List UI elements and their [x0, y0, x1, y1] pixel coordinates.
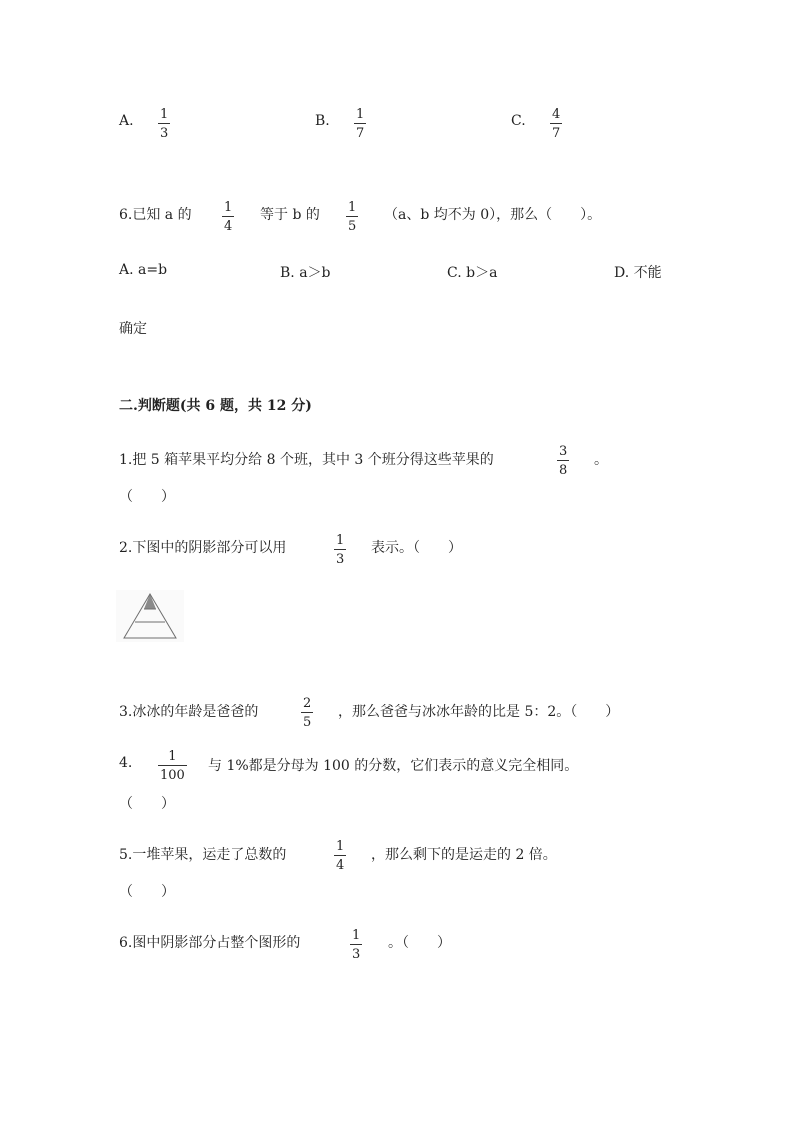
tf-item-4-suffix: 与 1%都是分母为 100 的分数，它们表示的意义完全相同。	[208, 758, 579, 774]
tf-item-3-fraction	[301, 695, 313, 729]
q6-option-a[interactable]: A. a=b	[119, 262, 168, 278]
denominator: 4	[222, 216, 234, 233]
numerator: 1	[160, 107, 169, 122]
tf-item-4-prefix: 4.	[119, 755, 133, 771]
denominator: 5	[346, 216, 358, 233]
tf-item-6-prefix: 6.图中阴影部分占整个图形的	[119, 935, 301, 951]
denominator: 7	[354, 123, 366, 140]
q5-option-a[interactable]	[119, 113, 134, 129]
q5-option-c-fraction	[550, 106, 562, 140]
denominator: 3	[158, 123, 170, 140]
numerator: 1	[352, 928, 361, 943]
q6-option-d[interactable]: D. 不能	[614, 265, 662, 281]
tf-item-5-suffix: ，那么剩下的是运走的 2 倍。	[371, 847, 557, 863]
q6-middle: 等于 b 的	[260, 207, 320, 223]
tf-item-5-fraction	[334, 838, 346, 872]
tf-item-4-answer[interactable]: （ ）	[119, 796, 175, 812]
tf-item-5-answer[interactable]: （ ）	[119, 884, 175, 900]
numerator: 2	[303, 696, 312, 711]
tf-item-3-prefix: 3.冰冰的年龄是爸爸的	[119, 704, 259, 720]
q5-option-b[interactable]	[315, 113, 330, 129]
tf-item-1-suffix: 。	[594, 452, 608, 468]
tf-item-1-answer[interactable]: （ ）	[119, 489, 175, 505]
q5-option-b-fraction	[354, 106, 366, 140]
denominator: 3	[350, 944, 362, 961]
q6-option-d-continued: 确定	[119, 321, 147, 337]
denominator: 3	[334, 549, 346, 566]
q6-prefix: 6.已知 a 的	[119, 207, 192, 223]
numerator: 1	[336, 839, 345, 854]
numerator: 1	[348, 200, 357, 215]
tf-item-2-suffix[interactable]: 表示。（ ）	[371, 540, 462, 556]
denominator: 5	[301, 712, 313, 729]
tf-item-1-fraction	[557, 443, 569, 477]
tf-item-2-fraction	[334, 532, 346, 566]
option-label: A.	[119, 113, 134, 129]
tf-item-6-fraction	[350, 927, 362, 961]
denominator: 4	[334, 855, 346, 872]
option-label: B.	[315, 113, 330, 129]
tf-item-6-suffix[interactable]: 。（ ）	[388, 935, 451, 951]
triangle-figure	[116, 590, 184, 642]
option-label: C.	[511, 113, 526, 129]
denominator: 100	[158, 765, 187, 782]
denominator: 7	[550, 123, 562, 140]
numerator: 1	[168, 749, 177, 764]
denominator: 8	[557, 460, 569, 477]
q6-option-b[interactable]: B. a＞b	[280, 265, 331, 281]
q6-fraction-2	[346, 199, 358, 233]
numerator: 3	[559, 444, 568, 459]
q6-option-c[interactable]: C. b＞a	[447, 265, 498, 281]
q5-option-a-fraction	[158, 106, 170, 140]
numerator: 1	[336, 533, 345, 548]
q5-option-c[interactable]	[511, 113, 526, 129]
tf-item-5-prefix: 5.一堆苹果，运走了总数的	[119, 847, 287, 863]
q6-fraction-1	[222, 199, 234, 233]
numerator: 1	[224, 200, 233, 215]
tf-item-1-prefix: 1.把 5 箱苹果平均分给 8 个班，其中 3 个班分得这些苹果的	[119, 452, 494, 468]
q6-suffix: （a、b 均不为 0），那么（ ）。	[384, 207, 602, 223]
tf-item-3-suffix[interactable]: ，那么爸爸与冰冰年龄的比是 5：2。（ ）	[338, 704, 620, 720]
tf-item-4-fraction	[158, 748, 187, 782]
numerator: 1	[356, 107, 365, 122]
section-title: 二.判断题(共 6 题，共 12 分)	[119, 398, 312, 414]
numerator: 4	[552, 107, 561, 122]
tf-item-2-prefix: 2.下图中的阴影部分可以用	[119, 540, 287, 556]
